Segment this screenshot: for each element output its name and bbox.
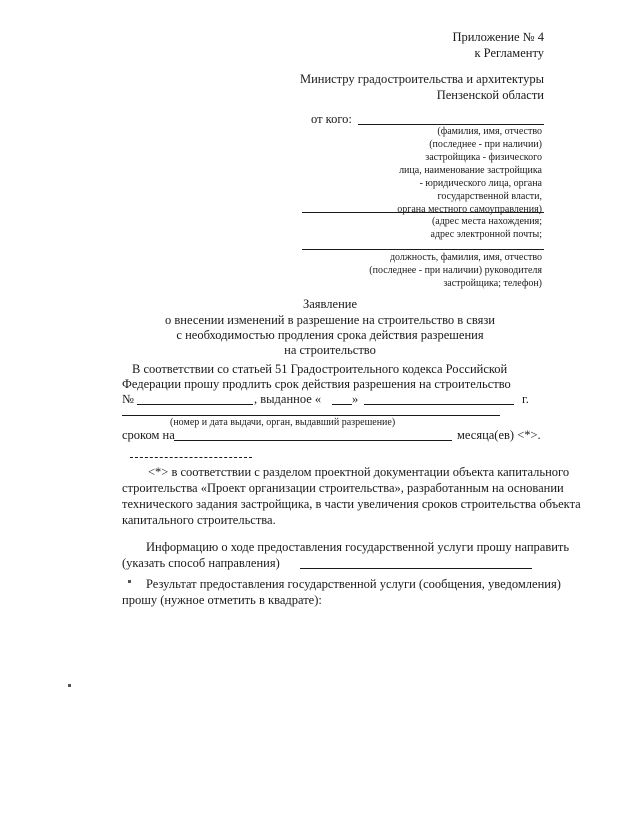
scan-speck (68, 684, 71, 687)
issued-label: , выданное « (254, 392, 322, 406)
from-hint-7: органа местного самоуправления) (397, 204, 542, 215)
permit-day-field[interactable] (332, 404, 352, 405)
official-hint-2: (последнее - при наличии) руководителя (369, 265, 542, 276)
address-hint-2: адрес электронной почты; (430, 229, 542, 240)
request-text-line-1: В соответствии со статьей 51 Градостроительного кодекса Российской (132, 362, 508, 376)
permit-month-year-field[interactable] (364, 404, 514, 405)
footnote-line-1: <*> в соответствии с разделом проектной документации объекта капитального (148, 465, 570, 479)
from-hint-5: - юридического лица, органа (419, 178, 542, 189)
permit-number-field[interactable] (137, 404, 253, 405)
from-hint-1: (фамилия, имя, отчество (437, 126, 542, 137)
from-hint-4: лица, наименование застройщика (399, 165, 542, 176)
scan-speck (128, 580, 131, 583)
request-text-line-2: Федерации прошу продлить срок действия разрешения на строительство (122, 377, 511, 391)
title-line-3: с необходимостью продления срока действия разрешения (176, 328, 484, 342)
result-line-2: прошу (нужное отметить в квадрате): (122, 593, 322, 607)
footnote-line-3: технического задания застройщика, в части увеличения сроков строительства объекта (122, 497, 581, 511)
number-sign: № (122, 392, 134, 406)
permit-details-field[interactable] (122, 415, 500, 416)
term-label: сроком на (122, 428, 175, 442)
delivery-method-field[interactable] (300, 568, 532, 569)
official-hint-1: должность, фамилия, имя, отчество (389, 252, 542, 263)
term-suffix: месяца(ев) <*>. (457, 428, 541, 442)
address-hint-1: (адрес места нахождения; (431, 216, 542, 227)
ministry-addressee: Министру градостроительства и архитектуры (299, 72, 544, 86)
official-hint-3: застройщика; телефон) (443, 278, 542, 289)
address-line[interactable] (302, 212, 544, 213)
document-title: Заявление (302, 297, 357, 311)
appendix-number: Приложение № 4 (452, 30, 544, 44)
from-label: от кого: (311, 112, 352, 126)
title-line-2: о внесении изменений в разрешение на строительство в связи (165, 313, 495, 327)
info-line-2: (указать способ направления) (122, 556, 280, 570)
from-hint-3: застройщика - физического (425, 152, 542, 163)
footnote-separator (130, 457, 252, 458)
official-line[interactable] (302, 249, 544, 250)
quote-close: » (352, 392, 359, 406)
year-suffix: г. (522, 392, 529, 406)
title-line-4: на строительство (284, 343, 376, 357)
from-line[interactable] (358, 124, 544, 125)
footnote-line-4: капитального строительства. (122, 513, 276, 527)
from-hint-2: (последнее - при наличии) (429, 139, 542, 150)
from-hint-6: государственной власти, (437, 191, 542, 202)
result-line-1: Результат предоставления государственной услуги (сообщения, уведомления) (146, 577, 561, 591)
info-line-1: Информацию о ходе предоставления государственной услуги прошу направить (146, 540, 570, 554)
footnote-line-2: строительства «Проект организации строительства», разработанным на основании (122, 481, 564, 495)
ministry-region: Пензенской области (436, 88, 544, 102)
permit-hint: (номер и дата выдачи, орган, выдавший разрешение) (170, 417, 396, 428)
term-field[interactable] (174, 440, 452, 441)
reglament-reference: к Регламенту (474, 46, 544, 60)
